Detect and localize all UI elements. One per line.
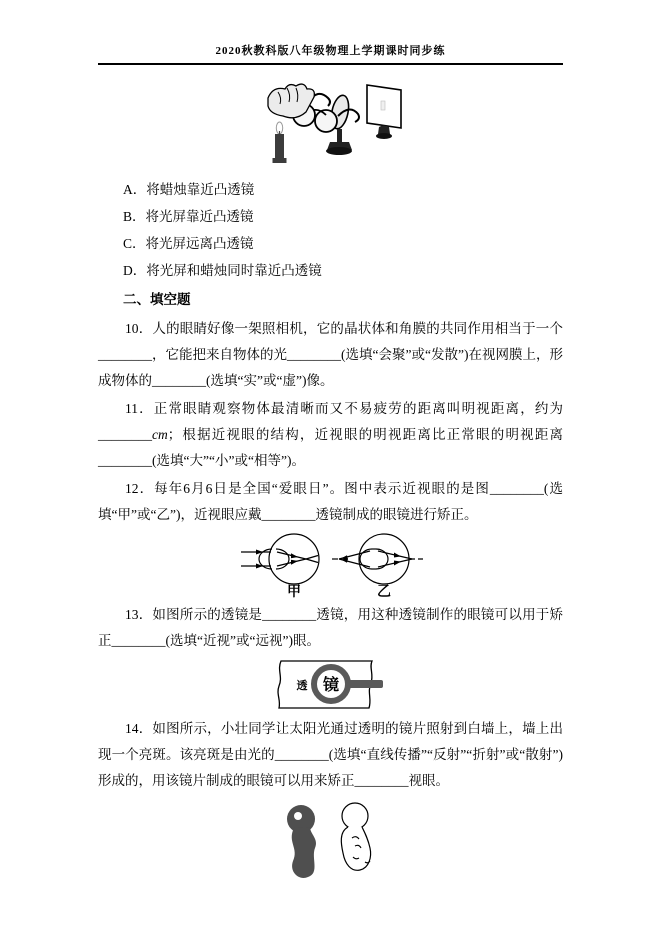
question-11-unit-cm: cm xyxy=(152,427,168,442)
question-12: 12．每年6月6日是全国“爱眼日”。图中表示近视眼的是图________(选填“甲”或“乙”)，近视眼应戴________透镜制成的眼镜进行矫正。 xyxy=(98,481,563,522)
magnified-char: 镜 xyxy=(322,677,339,694)
question-11 xyxy=(98,396,563,474)
eye-jia-diagram xyxy=(241,534,319,600)
page-content xyxy=(98,66,563,888)
shadow-icon xyxy=(287,805,316,878)
page-title: 2020秋教科版八年级物理上学期课时同步练 xyxy=(215,45,446,57)
candle-icon xyxy=(273,122,287,163)
question-10: 10．人的眼睛好像一架照相机，它的晶状体和角膜的共同作用相当于一个________，它能把来自物体的光________(选填“会聚”或“发散”)在视网膜上，形成物体的________(选填“实”或“虚”)像。 xyxy=(98,321,563,388)
option-b: B．将光屏靠近凸透镜 xyxy=(123,209,254,224)
option-d: D．将光屏和蜡烛同时靠近凸透镜 xyxy=(123,263,322,278)
label-jia: 甲 xyxy=(286,585,301,600)
hand-with-lens-icon xyxy=(341,803,370,870)
option-a: A．将蜡烛靠近凸透镜 xyxy=(123,182,255,197)
light-spot-illustration xyxy=(273,800,388,888)
figure-magnifier-paper xyxy=(98,656,563,714)
section-title-fill-blanks: 二、填空题 xyxy=(123,292,191,307)
figure-lens-experiment xyxy=(98,78,563,170)
question-11-text-2: ；根据近视眼的结构，近视眼的明视距离比正常眼的明视距离________(选填“大”“小”或“相等”)。 xyxy=(98,427,563,468)
option-c: C．将光屏远离凸透镜 xyxy=(123,236,254,251)
eye-yi-diagram xyxy=(332,534,423,600)
label-yi: 乙 xyxy=(376,585,391,600)
paper-small-char: 透 xyxy=(296,680,307,692)
question-14: 14．如图所示，小壮同学让太阳光通过透明的镜片照射到白墙上，墙上出现一个亮斑。该亮斑是由光的________(选填“直线传播”“反射”“折射”或“散射”)形成的，用该镜片制成的眼镜可以用来矫正________视眼。 xyxy=(98,721,563,788)
question-13: 13．如图所示的透镜是________透镜，用这种透镜制作的眼镜可以用于矫正________(选填“近视”或“远视”)眼。 xyxy=(98,607,563,648)
screen-icon xyxy=(367,85,401,139)
lens-experiment-illustration xyxy=(248,78,413,170)
magnifier-paper-illustration xyxy=(270,656,392,714)
page-header xyxy=(98,42,563,65)
eye-diagrams-illustration xyxy=(236,532,426,600)
figure-eye-diagrams xyxy=(98,532,563,600)
question-11-text-1: 11．正常眼睛观察物体最清晰而又不易疲劳的距离叫明视距离，约为________ xyxy=(98,401,563,442)
figure-light-spot xyxy=(98,800,563,888)
question9-options xyxy=(98,176,563,284)
